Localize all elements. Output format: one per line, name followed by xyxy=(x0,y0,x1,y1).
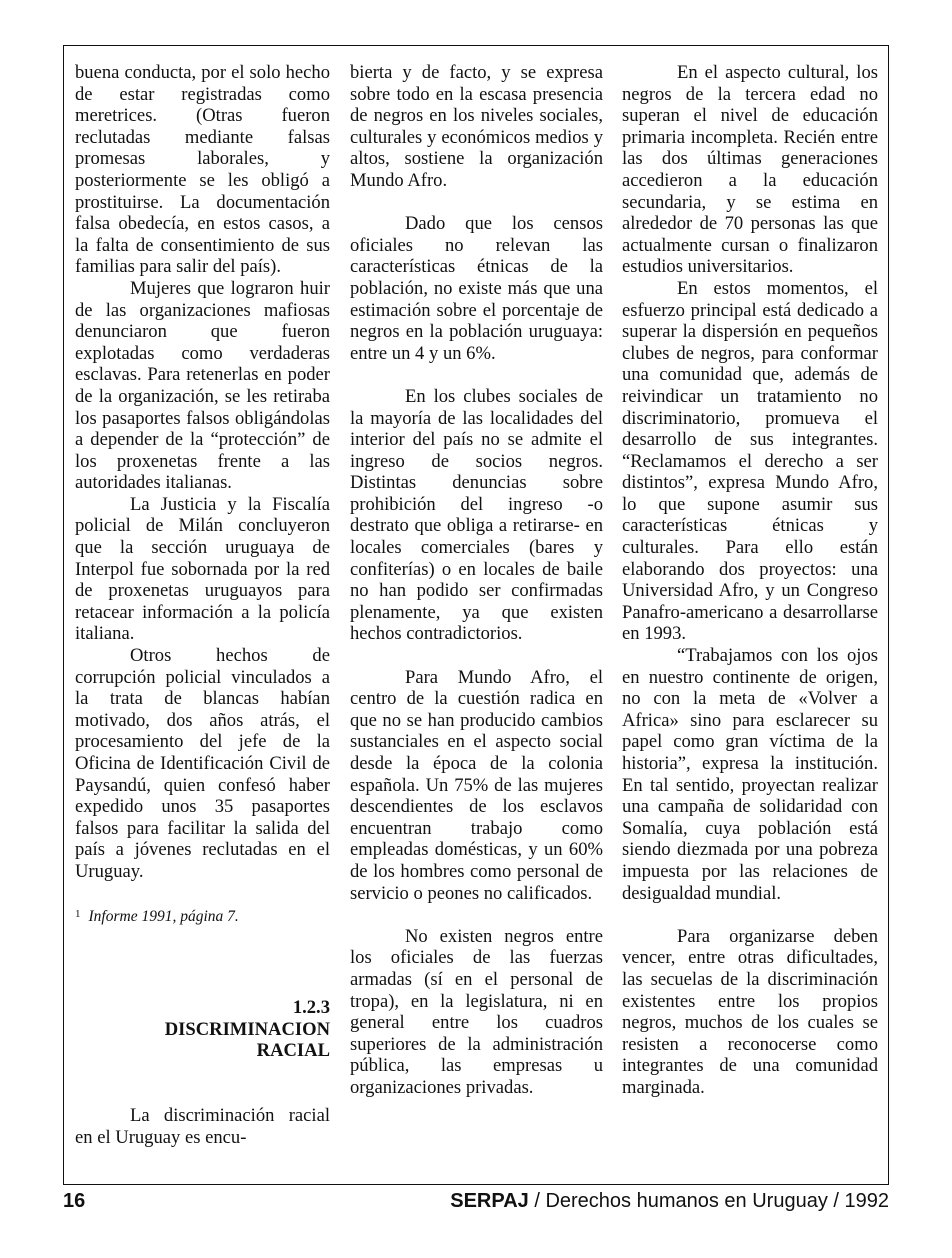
text-column-3 xyxy=(622,62,878,1099)
paragraph: Otros hechos de corrupción policial vinculados a la trata de blancas habían motivado, dos años atrás, el procesamiento del jefe de la Oficina de Identificación Civil de Paysandú, quien confesó haber expedido unos 35 pasaportes falsos para facilitar la salida del país a jóvenes reclutadas en el Uruguay. xyxy=(75,645,330,882)
footnote-mark: 1 xyxy=(75,908,81,921)
spacer xyxy=(75,927,330,997)
paragraph: Para organizarse deben vencer, entre otras dificultades, las secuelas de la discriminación existentes entre los propios negros, muchos de los cuales se resisten a reconocerse como integrantes de una comunidad marginada. xyxy=(622,925,878,1098)
publication-title: / Derechos humanos en Uruguay / 1992 xyxy=(528,1190,889,1212)
text-column-2 xyxy=(350,62,603,1099)
page-footer xyxy=(0,1186,952,1226)
running-head xyxy=(450,1190,889,1213)
paragraph: La Justicia y la Fiscalía policial de Milán concluyeron que la sección uruguaya de Interpol fue sobornada por la red de proxenetas uruguayos para retacear información a la policía italiana. xyxy=(75,493,330,645)
paragraph: En estos momentos, el esfuerzo principal está dedicado a superar la dispersión en pequeños clubes de negros, para conformar una comunidad que, además de reivindicar un tratamiento no discriminatorio, promueva el desarrollo de sus integrantes. “Reclamamos el derecho a ser distintos”, expresa Mundo Afro, lo que supone asumir sus características étnicas y culturales. Para ello están elaborando dos proyectos: una Universidad Afro, y un Congreso Panafro-americano a desarrollarse en 1993. xyxy=(622,277,878,645)
publisher-name: SERPAJ xyxy=(450,1190,529,1212)
paragraph: “Trabajamos con los ojos en nuestro continente de origen, no con la meta de «Volver a Africa» sino para esclarecer su papel como gran víctima de la historia”, expresa la institución. En tal sentido, proyectan realizar una campaña de solidaridad con Somalía, cuya población está siendo diezmada por una pobreza impuesta por las relaciones de desigualdad mundial. xyxy=(622,645,878,904)
spacer xyxy=(350,192,603,214)
spacer xyxy=(350,904,603,926)
paragraph: Para Mundo Afro, el centro de la cuestión radica en que no se han producido cambios sustanciales en el aspecto social desde la época de la colonia española. Un 75% de las mujeres descendientes de los esclavos encuentran trabajo como empleadas domésticas, y un 60% de los hombres como personal de servicio o peones no calificados. xyxy=(350,666,603,904)
text-column-1 xyxy=(75,62,330,1148)
section-title-line-2: RACIAL xyxy=(256,1040,330,1062)
paragraph: Dado que los censos oficiales no relevan las características étnicas de la población, no existe más que una estimación sobre el porcentaje de negros en la población uruguaya: entre un 4 y un 6%. xyxy=(350,213,603,364)
paragraph: La discriminación racial en el Uruguay es encu- xyxy=(75,1105,330,1148)
spacer xyxy=(350,645,603,667)
footnote xyxy=(75,904,330,927)
paragraph: No existen negros entre los oficiales de las fuerzas armadas (sí en el personal de tropa), en la legislatura, ni en general entre los cuadros superiores de la administración pública, las empresas u organizaciones privadas. xyxy=(350,925,603,1098)
spacer xyxy=(622,904,878,926)
spacer xyxy=(350,364,603,386)
page-number: 16 xyxy=(63,1190,86,1212)
paragraph: En los clubes sociales de la mayoría de las localidades del interior del país no se admite el ingreso de socios negros. Distintas denuncias sobre prohibición del ingreso -o destrato que obliga a retirarse- en locales comerciales (bares y confiterías) o en locales de baile no han podido ser confirmadas plenamente, ya que existen hechos contradictorios. xyxy=(350,385,603,645)
paragraph: buena conducta, por el solo hecho de estar registradas como meretrices. (Otras fueron reclutadas mediante falsas promesas laborales, y posteriormente se les obligó a prostituirse. La documentación falsa obedecía, en estos casos, a la falta de consentimiento de sus familias para salir del país). xyxy=(75,62,330,278)
paragraph: En el aspecto cultural, los negros de la tercera edad no superan el nivel de educación primaria incompleta. Recién entre las dos últimas generaciones accedieron a la educación secundaria, y se estima en alrededor de 70 personas las que actualmente cursan o finalizaron estudios universitarios. xyxy=(622,62,878,278)
spacer xyxy=(75,883,330,905)
spacer xyxy=(75,1062,330,1105)
section-number: 1.2.3 xyxy=(292,997,330,1019)
footnote-text: Informe 1991, página 7. xyxy=(88,908,239,926)
paragraph: Mujeres que lograron huir de las organizaciones mafiosas denunciaron que fueron explotadas como verdaderas esclavas. Para retenerlas en poder de la organización, se les retiraba los pasaportes falsos obligándolas a depender de la “protección” de los proxenetas frente a las autoridades italianas. xyxy=(75,277,330,494)
section-title-line-1: DISCRIMINACION xyxy=(164,1018,330,1040)
paragraph: bierta y de facto, y se expresa sobre todo en la escasa presencia de negros en los niveles sociales, culturales y económicos medios y altos, sostiene la organización Mundo Afro. xyxy=(350,62,603,191)
